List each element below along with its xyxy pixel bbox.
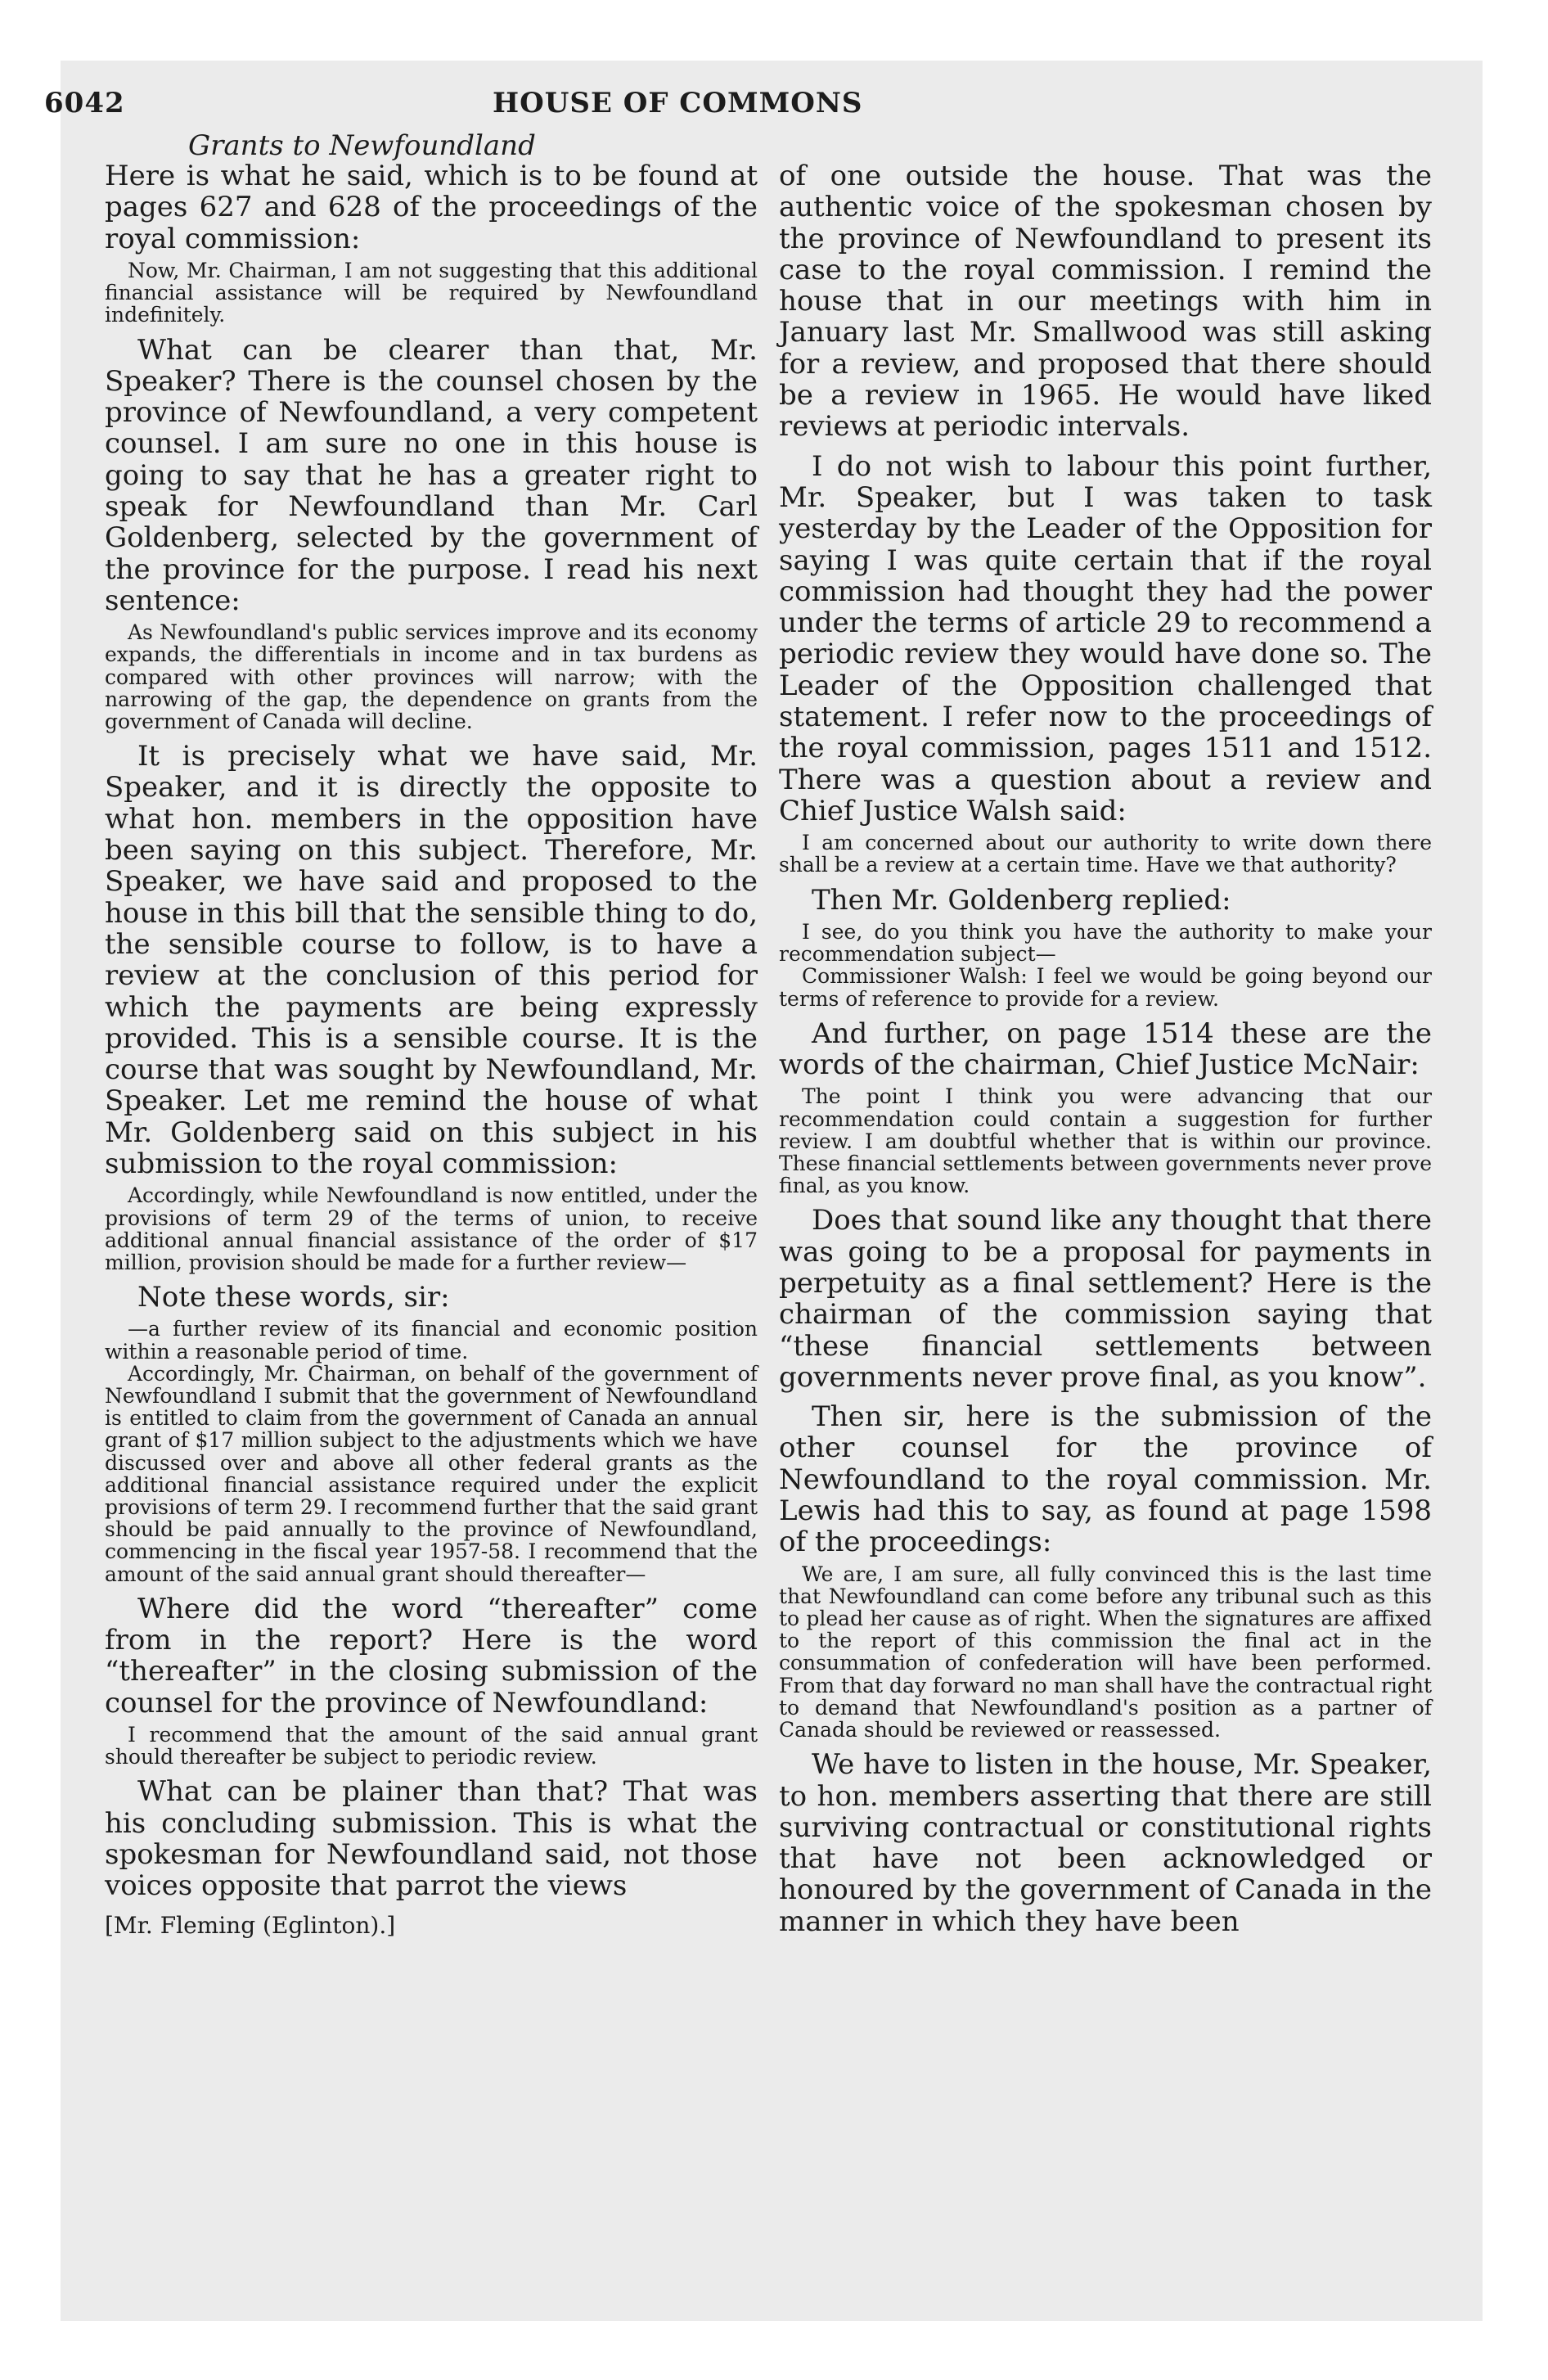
left-column <box>105 160 758 1939</box>
paragraph: We have to listen in the house, Mr. Speaker, to hon. members asserting that there are still surviving contractual or constitutional rights that have not been acknowledged or honoured by the government of Canada in the manner in which they have been <box>779 1748 1432 1938</box>
quote: I recommend that the amount of the said annual grant should thereafter be subject to periodic review. <box>105 1723 758 1769</box>
quote: —a further review of its financial and economic position within a reasonable period of time. <box>105 1317 758 1364</box>
paragraph: Where did the word “thereafter” come from in the report? Here is the word “thereafter” in the closing submission of the counsel for the province of Newfoundland: <box>105 1592 758 1720</box>
paragraph: I do not wish to labour this point further, Mr. Speaker, but I was taken to task yesterday by the Leader of the Opposition for saying I was quite certain that if the royal commission had thought they had the power under the terms of article 29 to recommend a periodic review they would have done so. The Leader of the Opposition challenged that statement. I refer now to the proceedings of the royal commission, pages 1511 and 1512. There was a question about a review and Chief Justice Walsh said: <box>779 449 1432 827</box>
quote: Now, Mr. Chairman, I am not suggesting that this additional financial assistance will be required by Newfoundland indefinitely. <box>105 258 758 327</box>
quote: I see, do you think you have the authority to make your recommendation subject— <box>779 919 1432 967</box>
paragraph: Here is what he said, which is to be found at pages 627 and 628 of the proceedings of the royal commission: <box>105 160 758 255</box>
paragraph: What can be plainer than that? That was his concluding submission. This is what the spokesman for Newfoundland said, not those voices opposite that parrot the views <box>105 1775 758 1903</box>
page-header <box>44 87 1419 128</box>
paragraph: And further, on page 1514 these are the words of the chairman, Chief Justice McNair: <box>779 1016 1432 1082</box>
quote: Accordingly, while Newfoundland is now entitled, under the provisions of term 29 of the terms of union, to receive additional annual financial assistance of the order of $17 million, provision should be made for a further review— <box>105 1183 758 1274</box>
section-subhead: Grants to Newfoundland <box>188 129 536 162</box>
paragraph: It is precisely what we have said, Mr. Speaker, and it is directly the opposite to what hon. members in the opposition have been saying on this subject. Therefore, Mr. Speaker, we have said and proposed to the house in this bill that the sensible thing to do, the sensible course to follow, is to have a review at the conclusion of this period for which the payments are being expressly provided. This is a sensible course. It is the course that was sought by Newfoundland, Mr. Speaker. Let me remind the house of what Mr. Goldenberg said on this subject in his submission to the royal commission: <box>105 740 758 1181</box>
speaker-footer: [Mr. Fleming (Eglinton).] <box>105 1911 396 1939</box>
paragraph: of one outside the house. That was the authentic voice of the spokesman chosen by the province of Newfoundland to present its case to the royal commission. I remind the house that in our meetings with him in January last Mr. Smallwood was still asking for a review, and proposed that there should be a review in 1965. He would have liked reviews at periodic intervals. <box>779 160 1432 444</box>
paragraph: Then sir, here is the submission of the other counsel for the province of Newfoundland to the royal commission. Mr. Lewis had this to say, as found at page 1598 of the proceedings: <box>779 1400 1432 1559</box>
quote: As Newfoundland's public services improve and its economy expands, the differentials in income and in tax burdens as compared with other provinces will narrow; with the narrowing of the gap, the dependence on grants from the government of Canada will decline. <box>105 620 758 733</box>
paragraph: What can be clearer than that, Mr. Speaker? There is the counsel chosen by the province of Newfoundland, a very competent counsel. I am sure no one in this house is going to say that he has a greater right to speak for Newfoundland than Mr. Carl Goldenberg, selected by the government of the province for the purpose. I read his next sentence: <box>105 333 758 617</box>
paragraph: Note these words, sir: <box>137 1281 450 1314</box>
running-head: HOUSE OF COMMONS <box>493 87 863 119</box>
right-column <box>779 160 1432 1937</box>
paragraph: Does that sound like any thought that there was going to be a proposal for payments in perpetuity as a final settlement? Here is the chairman of the commission saying that “these financial settlements between governments never prove final, as you know”. <box>779 1204 1432 1394</box>
quote: Accordingly, Mr. Chairman, on behalf of the government of Newfoundland I submit that the government of Newfoundland is entitled to claim from the government of Canada an annual grant of $17 million subject to the adjustments which we have discussed over and above all other federal grants as the additional financial assistance required under the explicit provisions of term 29. I recommend further that the said grant should be paid annually to the province of Newfoundland, commencing in the fiscal year 1957-58. I recommend that the amount of the said annual grant should thereafter— <box>105 1361 758 1586</box>
quote: Commissioner Walsh: I feel we would be going beyond our terms of reference to provide for a review. <box>779 964 1432 1011</box>
quote: We are, I am sure, all fully convinced this is the last time that Newfoundland can come before any tribunal such as this to plead her cause as of right. When the signatures are affixed to the report of this commission the final act in the consummation of confederation will have been performed. From that day forward no man shall have the contractual right to demand that Newfoundland's position as a partner of Canada should be reviewed or reassessed. <box>779 1562 1432 1742</box>
quote: I am concerned about our authority to write down there shall be a review at a certain time. Have we that authority? <box>779 831 1432 877</box>
page-number: 6042 <box>44 87 125 119</box>
paragraph: Then Mr. Goldenberg replied: <box>812 883 1231 917</box>
quote: The point I think you were advancing that our recommendation could contain a suggestion for further review. I am doubtful whether that is within our province. These financial settlements between governments never prove final, as you know. <box>779 1084 1432 1198</box>
